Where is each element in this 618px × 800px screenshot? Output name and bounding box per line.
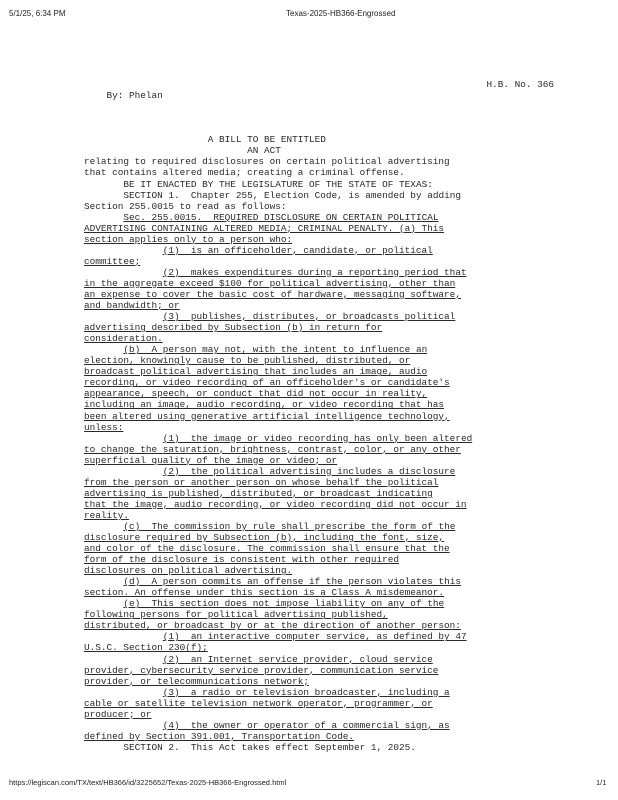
bill-line: AN ACT (247, 145, 281, 157)
bill-line: from the person or another person on whose behalf the political (84, 476, 439, 488)
bill-line: (2) makes expenditures during a reporting period that (162, 266, 467, 278)
bill-line: (1) is an officeholder, candidate, or political (162, 244, 433, 256)
bill-line: relating to required disclosures on certain political advertising (84, 156, 450, 168)
bill-line (84, 112, 554, 123)
bill-line: Section 255.0015 to read as follows: (84, 200, 287, 212)
print-page-number: 1/1 (596, 778, 607, 787)
bill-line: (2) an Internet service provider, cloud service (162, 653, 433, 665)
bill-line: provider, or telecommunications network; (84, 675, 310, 687)
bill-line: advertising is published, distributed, or broadcast indicating (84, 487, 433, 499)
bill-line: producer; or (84, 708, 152, 720)
print-datetime: 5/1/25, 6:34 PM (9, 9, 66, 18)
bill-line: that the image, audio recording, or video recording did not occur in (84, 498, 467, 510)
bill-document (84, 57, 554, 764)
bill-line: appearance, speech, or conduct that did not occur in reality, (84, 388, 428, 400)
bill-number: H.B. No. 366 (486, 79, 554, 91)
bill-line: provider, cybersecurity service provider, communication service (84, 664, 439, 676)
bill-line: SECTION 2. This Act takes effect September 1, 2025. (123, 741, 416, 753)
bill-line: consideration. (84, 333, 163, 345)
print-page-title: Texas-2025-HB366-Engrossed (286, 9, 396, 18)
bill-line: (1) an interactive computer service, as defined by 47 (162, 631, 467, 643)
bill-line: section. An offense under this section is a Class A misdemeanor. (84, 587, 445, 599)
bill-line: and color of the disclosure. The commission shall ensure that the (84, 543, 450, 555)
bill-line: (3) publishes, distributes, or broadcasts political (162, 311, 456, 323)
bill-line: U.S.C. Section 230(f); (84, 642, 208, 654)
bill-byline (84, 79, 554, 102)
bill-line: superficial quality of the image or video; or (84, 454, 338, 466)
print-url: https://legiscan.com/TX/text/HB366/id/3225652/Texas-2025-HB366-Engrossed.html (9, 778, 287, 787)
bill-line: SECTION 1. Chapter 255, Election Code, is amended by adding (123, 189, 461, 201)
bill-line: (2) the political advertising includes a disclosure (162, 465, 456, 477)
bill-line: section applies only to a person who: (84, 233, 293, 245)
bill-line: disclosure required by Subsection (b), including the font, size, (84, 532, 445, 544)
bill-line: Sec. 255.0015. REQUIRED DISCLOSURE ON CERTAIN POLITICAL (123, 211, 439, 223)
bill-text (84, 112, 554, 753)
bill-line: and bandwidth; or (84, 300, 180, 312)
bill-line: advertising described by Subsection (b) in return for (84, 322, 383, 334)
bill-line: that contains altered media; creating a criminal offense. (84, 167, 405, 179)
bill-line (84, 123, 554, 134)
bill-line: (e) This section does not impose liability on any of the (123, 598, 445, 610)
bill-line: committee; (84, 255, 141, 267)
bill-line: reality. (84, 509, 130, 521)
bill-line: ADVERTISING CONTAINING ALTERED MEDIA; CRIMINAL PENALTY. (a) This (84, 222, 445, 234)
bill-line: distributed, or broadcast by or at the direction of another person: (84, 620, 461, 632)
bill-line: election, knowingly cause to be published, distributed, or (84, 355, 411, 367)
bill-line: in the aggregate exceed $100 for political advertising, other than (84, 277, 456, 289)
bill-line: broadcast political advertising that includes an image, audio (84, 366, 428, 378)
bill-line: form of the disclosure is consistent with other required (84, 554, 400, 566)
bill-line: (d) A person commits an offense if the person violates this (123, 576, 461, 588)
bill-line: (3) a radio or television broadcaster, including a (162, 686, 450, 698)
bill-line: (c) The commission by rule shall prescribe the form of the (123, 520, 456, 532)
bill-line: to change the saturation, brightness, contrast, color, or any other (84, 443, 461, 455)
bill-line: disclosures on political advertising. (84, 565, 293, 577)
bill-line: cable or satellite television network operator, programmer, or (84, 697, 433, 709)
bill-line: (4) the owner or operator of a commercial sign, as (162, 719, 450, 731)
bill-line: (1) the image or video recording has only been altered (162, 432, 473, 444)
bill-line: BE IT ENACTED BY THE LEGISLATURE OF THE STATE OF TEXAS: (123, 178, 433, 190)
bill-line: A BILL TO BE ENTITLED (207, 134, 326, 146)
bill-line: defined by Section 391.001, Transportation Code. (84, 730, 355, 742)
bill-line: including an image, audio recording, or video recording that has (84, 399, 445, 411)
bill-line: (b) A person may not, with the intent to influence an (123, 344, 428, 356)
bill-line: been altered using generative artificial intelligence technology, (84, 410, 450, 422)
bill-line: unless: (84, 421, 124, 433)
bill-line: an expense to cover the basic cost of hardware, messaging software, (84, 288, 461, 300)
bill-author: By: Phelan (106, 90, 163, 102)
bill-line: following persons for political advertising published, (84, 609, 388, 621)
bill-line: recording, or video recording of an officeholder's or candidate's (84, 377, 450, 389)
